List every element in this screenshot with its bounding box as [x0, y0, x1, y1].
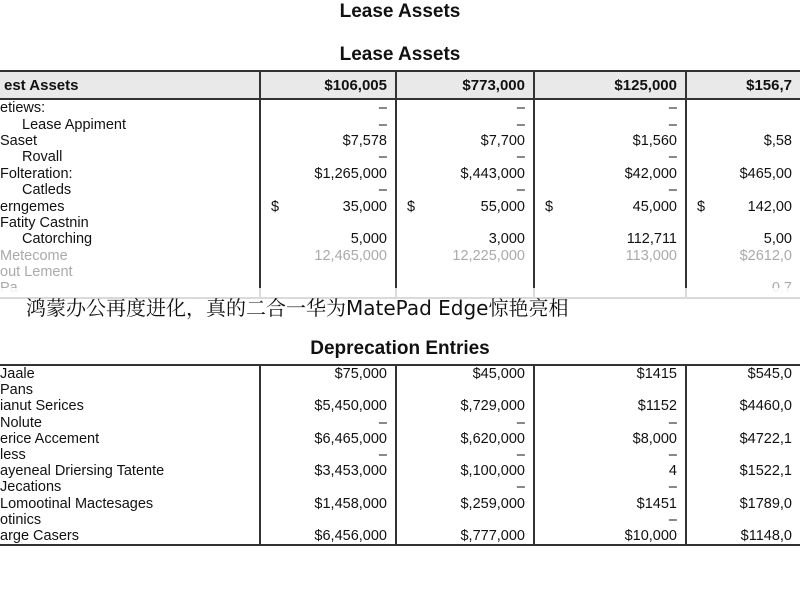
- table-cell: [686, 479, 800, 495]
- table-cell: –: [396, 149, 534, 165]
- row-label: Saset: [0, 132, 38, 149]
- table-cell: $1152: [534, 398, 686, 414]
- cell-value: 55,000: [480, 198, 525, 215]
- table-cell: [260, 198, 396, 214]
- table-row: [0, 366, 800, 382]
- table-row: [0, 215, 800, 231]
- table-row: [0, 231, 800, 247]
- table-cell: $,729,000: [396, 398, 534, 414]
- cell-value: 45,000: [632, 198, 677, 215]
- table-row: [0, 149, 800, 165]
- row-label: arge Casers: [0, 527, 79, 544]
- currency-sign: $: [271, 198, 280, 215]
- table-cell: –: [260, 415, 396, 431]
- table-cell: –: [534, 447, 686, 463]
- table-cell: –: [260, 99, 396, 116]
- table-row: [0, 264, 800, 280]
- table-cell: $7,700: [396, 133, 534, 149]
- table-cell: $1451: [534, 496, 686, 512]
- table-row: [0, 166, 800, 182]
- table-cell: [686, 415, 800, 431]
- row-label: etiews:: [0, 100, 46, 117]
- table-cell: $7,578: [260, 133, 396, 149]
- table-cell: –: [260, 182, 396, 198]
- table-row: [0, 248, 800, 264]
- table-cell: $1,458,000: [260, 496, 396, 512]
- table-cell: [396, 382, 534, 398]
- table-cell: 112,711: [534, 231, 686, 247]
- table-cell: [396, 264, 534, 280]
- table-row: [0, 133, 800, 149]
- row-label: Pans: [0, 382, 34, 399]
- column-header: $773,000: [396, 72, 534, 99]
- table-cell: –: [534, 116, 686, 132]
- table-row: [0, 116, 800, 132]
- table-cell: [396, 198, 534, 214]
- cell-value: 35,000: [342, 198, 387, 215]
- table-cell: [534, 382, 686, 398]
- table-cell: $1148,0: [686, 528, 800, 544]
- table-row: [0, 496, 800, 512]
- table-cell: 113,000: [534, 248, 686, 264]
- table-row: [0, 182, 800, 198]
- table-cell: $4460,0: [686, 398, 800, 414]
- row-label: ayeneal Driersing Tatente: [0, 463, 165, 480]
- table-header-row: [0, 72, 800, 99]
- table-cell: –: [260, 149, 396, 165]
- table-cell: [686, 382, 800, 398]
- column-header: $125,000: [534, 72, 686, 99]
- currency-sign: $: [545, 198, 554, 215]
- table-cell: $1,560: [534, 133, 686, 149]
- row-label: Folteration:: [0, 165, 73, 182]
- deprecation-entries-title: Deprecation Entries: [310, 338, 490, 359]
- table-cell: $3,453,000: [260, 463, 396, 479]
- table-cell: [534, 264, 686, 280]
- table-cell: $8,000: [534, 431, 686, 447]
- table-cell: [260, 215, 396, 231]
- table-cell: –: [534, 512, 686, 528]
- table-cell: [260, 479, 396, 495]
- row-label: Catorching: [22, 231, 93, 248]
- table-cell: $,620,000: [396, 431, 534, 447]
- table-cell: $1,265,000: [260, 166, 396, 182]
- table-cell: 12,465,000: [260, 248, 396, 264]
- table-row: [0, 398, 800, 414]
- table-cell: [686, 149, 800, 165]
- table-cell: $1789,0: [686, 496, 800, 512]
- table-cell: –: [396, 479, 534, 495]
- table-cell: [686, 512, 800, 528]
- table-cell: –: [396, 99, 534, 116]
- table-cell: [686, 264, 800, 280]
- table-cell: [686, 116, 800, 132]
- table-cell: –: [396, 182, 534, 198]
- table-row: [0, 415, 800, 431]
- row-label: Lomootinal Mactesages: [0, 495, 154, 512]
- table-row: [0, 198, 800, 214]
- table-cell: $5,450,000: [260, 398, 396, 414]
- table-row: [0, 431, 800, 447]
- table-cell: [686, 182, 800, 198]
- table-cell: –: [260, 116, 396, 132]
- table-cell: –: [396, 447, 534, 463]
- row-label: Nolute: [0, 414, 42, 431]
- overlay-caption: 鸿蒙办公再度进化，真的二合一华为MatePad Edge惊艳亮相: [0, 288, 800, 328]
- deprecation-entries-table: [0, 364, 800, 546]
- table-cell: $,58: [686, 133, 800, 149]
- row-label: Rovall: [22, 149, 63, 166]
- table-cell: $6,456,000: [260, 528, 396, 544]
- table-cell: $,443,000: [396, 166, 534, 182]
- table-cell: $465,00: [686, 166, 800, 182]
- table-cell: –: [396, 116, 534, 132]
- table-cell: 3,000: [396, 231, 534, 247]
- row-label: erice Accement: [0, 430, 100, 447]
- table-cell: [260, 382, 396, 398]
- table-cell: $545,0: [686, 366, 800, 382]
- table-cell: 5,00: [686, 231, 800, 247]
- row-label: Metecome: [0, 247, 68, 264]
- table-cell: [686, 215, 800, 231]
- table-cell: $10,000: [534, 528, 686, 544]
- table-cell: $4722,1: [686, 431, 800, 447]
- table-cell: [260, 512, 396, 528]
- table-cell: –: [534, 99, 686, 116]
- table-cell: –: [534, 149, 686, 165]
- table-cell: –: [396, 415, 534, 431]
- table-cell: [686, 447, 800, 463]
- lease-assets-table: [0, 70, 800, 299]
- table-cell: 5,000: [260, 231, 396, 247]
- table-cell: $,100,000: [396, 463, 534, 479]
- row-label: Lease Appiment: [22, 116, 126, 133]
- row-label: Fatity Castnin: [0, 214, 89, 231]
- table-cell: $45,000: [396, 366, 534, 382]
- table-cell: [260, 264, 396, 280]
- currency-sign: $: [407, 198, 416, 215]
- lease-assets-body: [0, 99, 800, 297]
- column-header: est Assets: [0, 72, 260, 99]
- table-cell: $6,465,000: [260, 431, 396, 447]
- row-label: Catleds: [22, 182, 72, 199]
- table-cell: –: [534, 479, 686, 495]
- table-cell: $1522,1: [686, 463, 800, 479]
- currency-sign: $: [697, 198, 706, 215]
- table-cell: $1415: [534, 366, 686, 382]
- lease-assets-title: Lease Assets: [339, 44, 461, 65]
- table-row: [0, 479, 800, 495]
- table-cell: $,777,000: [396, 528, 534, 544]
- table-cell: –: [534, 182, 686, 198]
- row-label: ianut Serices: [0, 398, 84, 415]
- table-row: [0, 528, 800, 544]
- table-cell: $2612,0: [686, 248, 800, 264]
- row-label: erngemes: [0, 198, 65, 215]
- column-header: $106,005: [260, 72, 396, 99]
- table-row: [0, 382, 800, 398]
- table-cell: –: [260, 447, 396, 463]
- row-label: Jaale: [0, 366, 35, 383]
- row-label: Jecations: [0, 479, 62, 496]
- table-cell: $,259,000: [396, 496, 534, 512]
- table-cell: [534, 198, 686, 214]
- table-cell: [396, 512, 534, 528]
- deprecation-entries-body: [0, 366, 800, 544]
- table-cell: 12,225,000: [396, 248, 534, 264]
- row-label: less: [0, 447, 26, 464]
- table-cell: $75,000: [260, 366, 396, 382]
- table-cell: [534, 215, 686, 231]
- table-row: [0, 99, 800, 116]
- row-label: otinics: [0, 511, 42, 528]
- table-cell: –: [534, 415, 686, 431]
- table-row: [0, 447, 800, 463]
- table-cell: [396, 215, 534, 231]
- page-title: Lease Assets: [339, 1, 461, 22]
- column-header: $156,7: [686, 72, 800, 99]
- table-cell: 4: [534, 463, 686, 479]
- table-cell: [686, 99, 800, 116]
- row-label: out Lement: [0, 264, 73, 281]
- table-row: [0, 463, 800, 479]
- table-row: [0, 512, 800, 528]
- cell-value: 142,00: [747, 198, 792, 215]
- table-cell: [686, 198, 800, 214]
- table-cell: $42,000: [534, 166, 686, 182]
